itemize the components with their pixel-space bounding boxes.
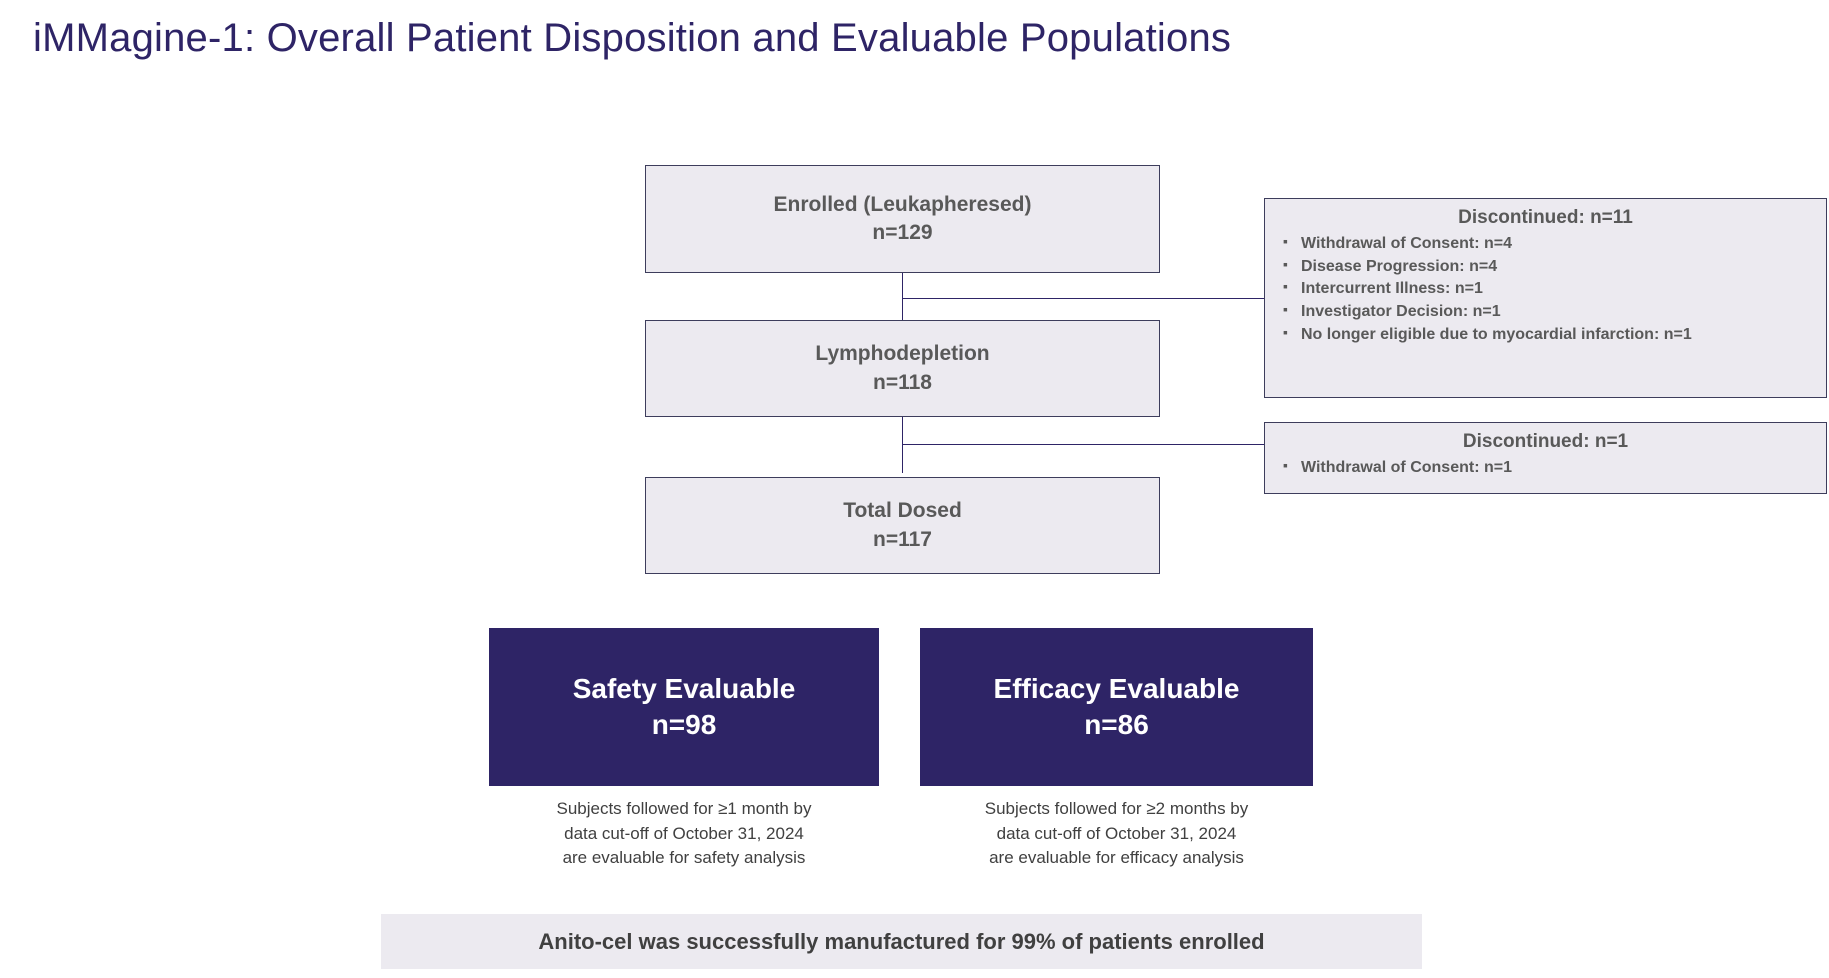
box-lymphodepletion-label: Lymphodepletion bbox=[815, 342, 990, 366]
box-enrolled-count: n=129 bbox=[872, 221, 933, 244]
box-discontinued-1 bbox=[1264, 198, 1827, 398]
caption-line: are evaluable for efficacy analysis bbox=[989, 848, 1244, 868]
efficacy-evaluable-caption bbox=[900, 797, 1333, 871]
box-lymphodepletion bbox=[645, 320, 1160, 417]
box-lymphodepletion-count: n=118 bbox=[873, 370, 932, 394]
footer-banner bbox=[381, 914, 1422, 969]
connector-lympho-to-dosed bbox=[902, 417, 903, 473]
box-efficacy-evaluable bbox=[920, 628, 1313, 786]
efficacy-evaluable-label: Efficacy Evaluable bbox=[993, 672, 1240, 704]
footer-banner-text: Anito-cel was successfully manufactured for 99% of patients enrolled bbox=[538, 928, 1265, 954]
discontinued-2-title: Discontinued: n=1 bbox=[1462, 431, 1629, 452]
efficacy-evaluable-count: n=86 bbox=[1084, 709, 1149, 740]
discontinued-2-list bbox=[1279, 457, 1812, 480]
list-item: ▪ Investigator Decision: n=1 bbox=[1279, 301, 1812, 324]
box-discontinued-2 bbox=[1264, 422, 1827, 494]
safety-evaluable-label: Safety Evaluable bbox=[572, 672, 796, 704]
box-total-dosed bbox=[645, 477, 1160, 574]
list-item: ▪ Withdrawal of Consent: n=1 bbox=[1279, 457, 1812, 480]
caption-line: Subjects followed for ≥1 month by bbox=[556, 799, 812, 818]
safety-evaluable-caption bbox=[469, 797, 899, 871]
box-total-dosed-count: n=117 bbox=[873, 527, 932, 551]
caption-line: data cut-off of October 31, 2024 bbox=[996, 823, 1237, 843]
list-item: ▪ Disease Progression: n=4 bbox=[1279, 256, 1812, 279]
caption-line: data cut-off of October 31, 2024 bbox=[564, 823, 804, 843]
discontinued-1-list bbox=[1279, 233, 1812, 347]
box-enrolled-label: Enrolled (Leukapheresed) bbox=[773, 192, 1032, 216]
list-item: ▪ No longer eligible due to myocardial infarction: n=1 bbox=[1279, 324, 1812, 347]
list-item: ▪ Withdrawal of Consent: n=4 bbox=[1279, 233, 1812, 256]
safety-evaluable-count: n=98 bbox=[651, 709, 717, 740]
page-title: iMMagine-1: Overall Patient Disposition and Evaluable Populations bbox=[33, 16, 1232, 60]
connector-to-discontinued-1 bbox=[902, 298, 1264, 299]
connector-to-discontinued-2 bbox=[902, 444, 1264, 445]
discontinued-1-title: Discontinued: n=11 bbox=[1458, 207, 1633, 228]
box-total-dosed-label: Total Dosed bbox=[843, 499, 962, 523]
list-item: ▪ Intercurrent Illness: n=1 bbox=[1279, 278, 1812, 301]
box-safety-evaluable bbox=[489, 628, 879, 786]
caption-line: Subjects followed for ≥2 months by bbox=[984, 799, 1249, 818]
caption-line: are evaluable for safety analysis bbox=[562, 848, 806, 868]
box-enrolled bbox=[645, 165, 1160, 273]
